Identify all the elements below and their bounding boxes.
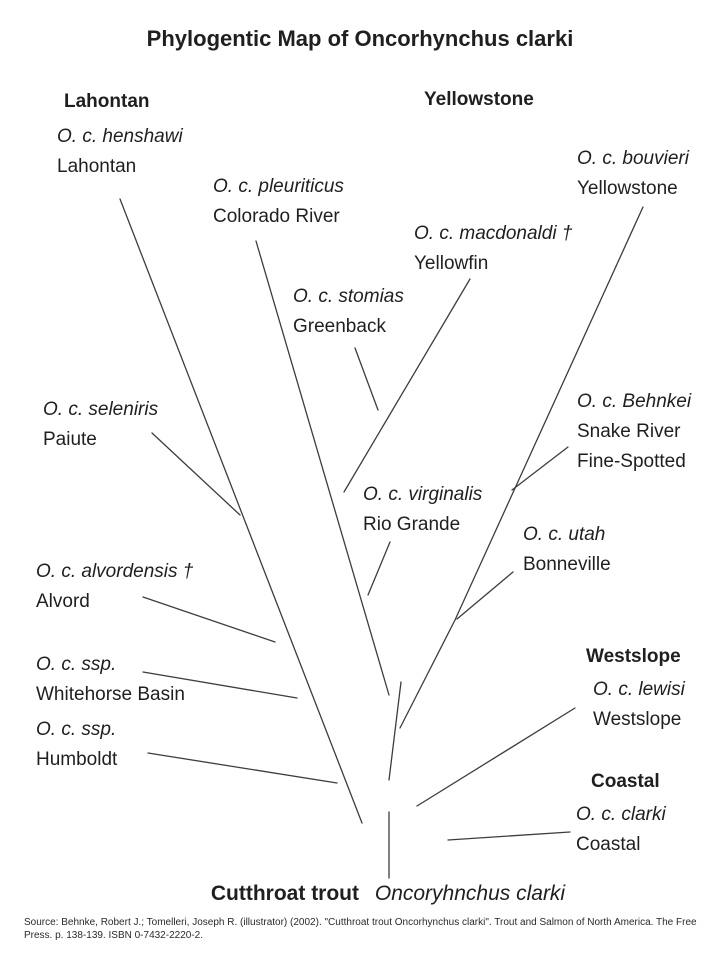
taxon-humboldt xyxy=(36,715,117,775)
taxon-henshawi-scientific: O. c. henshawi xyxy=(57,126,183,147)
taxon-henshawi-common: Lahontan xyxy=(57,156,137,177)
taxon-pleuriticus-scientific: O. c. pleuriticus xyxy=(213,176,344,197)
taxon-whitehorse xyxy=(36,650,185,710)
taxon-whitehorse-common: Whitehorse Basin xyxy=(36,684,185,705)
source-citation xyxy=(24,916,716,942)
taxon-macdonaldi-common: Yellowfin xyxy=(414,253,489,274)
taxon-macdonaldi xyxy=(414,219,572,279)
root-label-common: Cutthroat trout xyxy=(210,882,360,905)
taxon-whitehorse-scientific: O. c. ssp. xyxy=(36,654,117,675)
taxon-stomias-common: Greenback xyxy=(293,316,386,337)
taxon-utah-scientific: O. c. utah xyxy=(523,524,606,545)
taxon-henshawi xyxy=(57,122,183,182)
taxon-seleniris xyxy=(43,395,158,455)
taxon-macdonaldi-scientific: O. c. macdonaldi † xyxy=(414,223,573,244)
taxon-humboldt-scientific: O. c. ssp. xyxy=(36,719,117,740)
taxon-virginalis xyxy=(363,480,482,540)
taxon-clarki-common: Coastal xyxy=(576,834,641,855)
taxon-utah xyxy=(523,520,611,580)
taxon-seleniris-common: Paiute xyxy=(43,429,97,450)
taxon-clarki-scientific: O. c. clarki xyxy=(576,804,666,825)
group-header-lahontan: Lahontan xyxy=(64,91,150,112)
group-header-westslope: Westslope xyxy=(586,646,681,667)
taxon-behnkei-common2: Fine-Spotted xyxy=(577,451,686,472)
taxon-lewisi-common: Westslope xyxy=(593,709,682,730)
taxon-bouvieri xyxy=(577,144,689,204)
taxon-bouvieri-scientific: O. c. bouvieri xyxy=(577,148,689,169)
taxon-bouvieri-common: Yellowstone xyxy=(577,178,678,199)
taxon-virginalis-common: Rio Grande xyxy=(363,514,461,535)
taxon-alvordensis-scientific: O. c. alvordensis † xyxy=(36,561,194,582)
page-title: Phylogentic Map of Oncorhynchus clarki xyxy=(146,26,574,51)
taxon-stomias xyxy=(293,282,404,342)
taxon-seleniris-scientific: O. c. seleniris xyxy=(43,399,159,420)
root-label-scientific: Oncoryhnchus clarki xyxy=(374,882,566,905)
taxon-virginalis-scientific: O. c. virginalis xyxy=(363,484,483,505)
taxon-stomias-scientific: O. c. stomias xyxy=(293,286,404,307)
taxon-pleuriticus-common: Colorado River xyxy=(213,206,340,227)
group-header-coastal: Coastal xyxy=(591,771,660,792)
root-label xyxy=(28,882,720,906)
taxon-behnkei-scientific: O. c. Behnkei xyxy=(577,391,692,412)
taxon-alvordensis-common: Alvord xyxy=(36,591,90,612)
taxon-humboldt-common: Humboldt xyxy=(36,749,118,770)
taxon-lewisi-scientific: O. c. lewisi xyxy=(593,679,685,700)
taxon-clarki xyxy=(576,800,666,860)
taxon-pleuriticus xyxy=(213,172,344,232)
taxon-behnkei xyxy=(577,387,691,477)
source-citation-line2: Press. p. 138-139. ISBN 0-7432-2220-2. xyxy=(24,930,203,941)
taxon-utah-common: Bonneville xyxy=(523,554,611,575)
source-citation-line1: Source: Behnke, Robert J.; Tomelleri, Joseph R. (illustrator) (2002). "Cutthroat trout Oncorhynchus clarki". Trout and Salmon of North America. The Free xyxy=(24,917,697,928)
group-header-yellowstone: Yellowstone xyxy=(424,89,534,110)
taxon-alvordensis xyxy=(36,557,193,617)
taxon-lewisi xyxy=(593,675,685,735)
taxon-behnkei-common: Snake River xyxy=(577,421,681,442)
